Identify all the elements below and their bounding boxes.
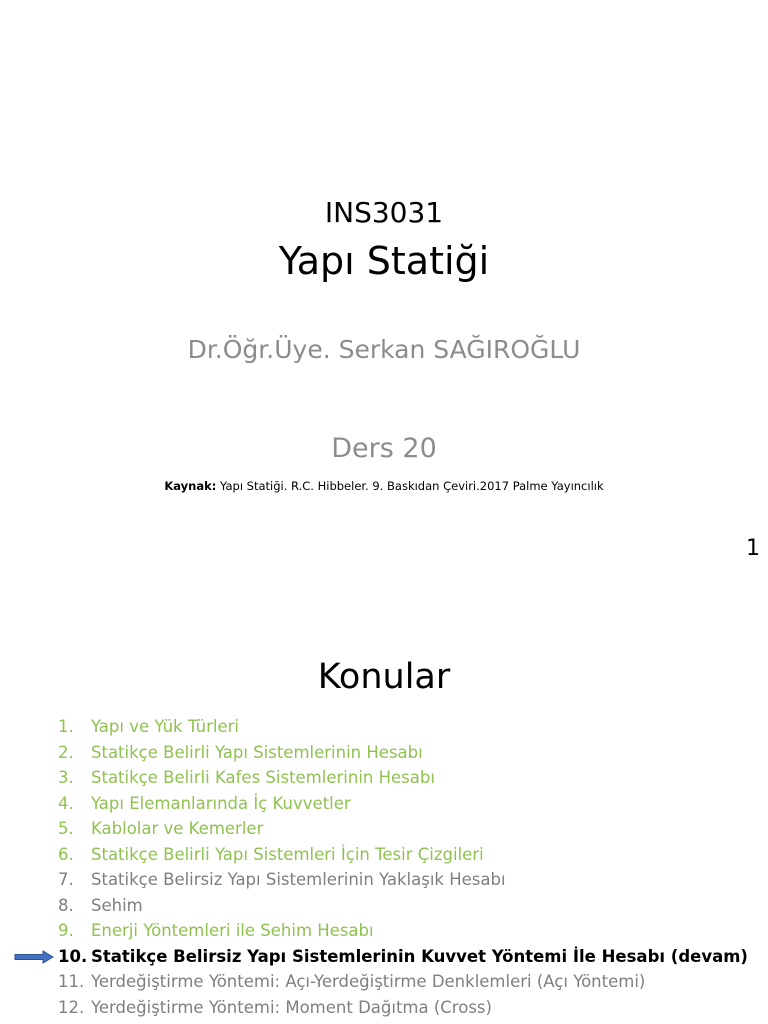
topic-item [58, 918, 758, 944]
topic-number: 3. [58, 768, 74, 787]
topic-item [58, 765, 758, 791]
course-code: INS3031 [324, 196, 444, 229]
topic-item [58, 995, 758, 1021]
topic-text: Yapı ve Yük Türleri [91, 717, 239, 736]
topic-number: 10. [58, 946, 88, 966]
arrow-right-icon [14, 950, 54, 964]
topic-item [58, 791, 758, 817]
topic-item [58, 842, 758, 868]
source-reference [0, 478, 768, 494]
topic-text: Statikçe Belirsiz Yapı Sistemlerinin Kuvvet Yöntemi İle Hesabı (devam) [91, 946, 748, 966]
topic-item [58, 969, 758, 995]
topic-text: Yerdeğiştirme Yöntemi: Moment Dağıtma (Cross) [91, 997, 492, 1017]
source-label: Kaynak: [164, 479, 217, 493]
lecture-number: Ders 20 [331, 433, 437, 464]
source-text: Yapı Statiği. R.C. Hibbeler. 9. Baskıdan Çeviri.2017 Palme Yayıncılık [216, 479, 604, 493]
topic-text: Statikçe Belirli Yapı Sistemlerinin Hesabı [91, 742, 423, 762]
topic-number: 5. [58, 819, 74, 838]
topic-item [58, 867, 758, 893]
topics-title: Konular [317, 657, 451, 697]
topic-number: 7. [58, 870, 74, 889]
topic-item [58, 714, 758, 740]
course-title: Yapı Statiği [278, 239, 490, 283]
topic-number: 2. [58, 742, 74, 762]
instructor-name: Dr.Öğr.Üye. Serkan SAĞIROĞLU [187, 335, 581, 364]
topic-list [58, 714, 758, 1020]
topic-number: 8. [58, 895, 74, 915]
topics-slide [0, 600, 768, 1024]
topic-number: 6. [58, 844, 74, 864]
topic-text: Statikçe Belirli Yapı Sistemleri İçin Tesir Çizgileri [91, 844, 484, 864]
topic-number: 11. [58, 972, 85, 991]
topic-number: 4. [58, 793, 74, 813]
topic-item [58, 944, 758, 970]
topic-text: Yapı Elemanlarında İç Kuvvetler [91, 793, 351, 813]
topic-text: Enerji Yöntemleri ile Sehim Hesabı [91, 921, 374, 940]
topic-item [58, 893, 758, 919]
topic-item [58, 816, 758, 842]
topic-number: 9. [58, 921, 74, 940]
topic-number: 12. [58, 997, 85, 1017]
topic-text: Kablolar ve Kemerler [91, 819, 264, 838]
topic-text: Yerdeğiştirme Yöntemi: Açı-Yerdeğiştirme Denklemleri (Açı Yöntemi) [91, 972, 646, 991]
topic-text: Statikçe Belirsiz Yapı Sistemlerinin Yaklaşık Hesabı [91, 870, 506, 889]
topic-text: Statikçe Belirli Kafes Sistemlerinin Hesabı [91, 768, 435, 787]
page-number: 1 [746, 536, 760, 561]
topic-text: Sehim [91, 895, 143, 915]
topic-item [58, 740, 758, 766]
topic-number: 1. [58, 717, 74, 736]
